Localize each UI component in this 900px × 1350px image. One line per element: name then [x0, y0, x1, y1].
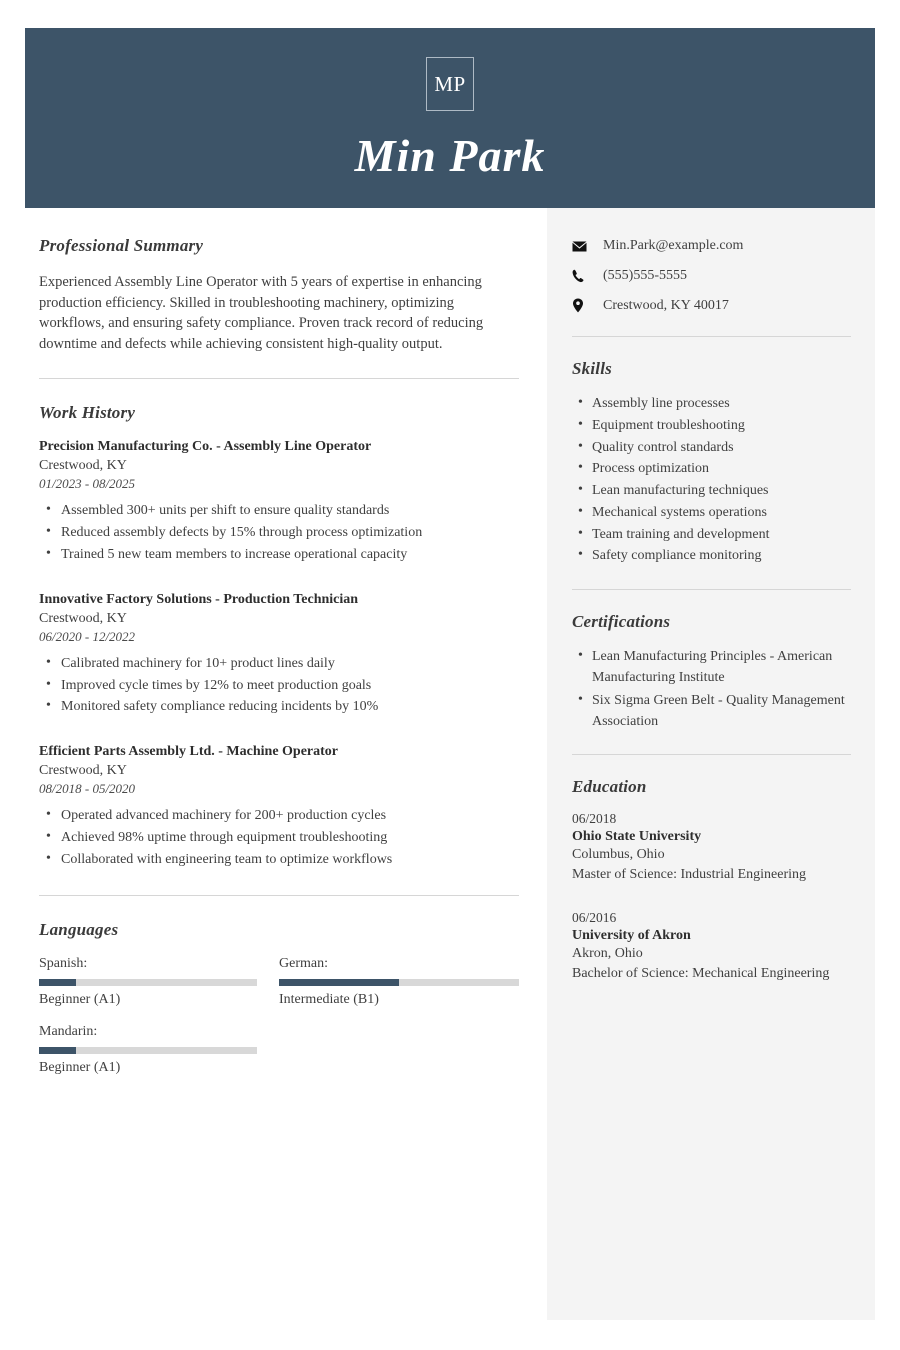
education-entry: [572, 811, 851, 885]
job-location: Crestwood, KY: [39, 763, 127, 779]
education-city: Columbus, Ohio: [572, 846, 665, 862]
language-item: [39, 1024, 279, 1076]
language-proficiency-fill: [39, 979, 76, 986]
job-location: Crestwood, KY: [39, 458, 127, 474]
language-proficiency-bar: [39, 1047, 257, 1054]
language-proficiency-bar: [279, 979, 519, 986]
divider: [572, 589, 851, 590]
divider: [572, 754, 851, 755]
language-grid: [39, 956, 519, 1092]
education-degree: Master of Science: Industrial Engineering: [572, 866, 807, 882]
section-skills: [572, 359, 851, 567]
resume-header: [25, 28, 875, 208]
job-bullet: • Improved cycle times by 12% to meet production goals: [61, 675, 519, 697]
job-bullet-list: [39, 805, 519, 870]
language-name: German:: [279, 955, 328, 971]
job-dates: 06/2020 - 12/2022: [39, 628, 136, 644]
resume-body: [25, 208, 875, 1320]
location-text: Crestwood, KY 40017: [603, 297, 729, 313]
skill-item: • Quality control standards: [592, 437, 851, 459]
section-work-history: [39, 403, 519, 870]
certifications-heading: Certifications: [572, 611, 671, 631]
language-level: Beginner (A1): [39, 1059, 121, 1075]
email-text: Min.Park@example.com: [603, 238, 744, 253]
job-location: Crestwood, KY: [39, 610, 127, 626]
skills-list: [572, 393, 851, 567]
job-title: Precision Manufacturing Co. - Assembly Line Operator: [39, 439, 372, 455]
divider: [39, 378, 519, 379]
contact-row-email[interactable]: [572, 238, 851, 255]
contact-row-phone[interactable]: [572, 268, 851, 285]
job-bullet: • Collaborated with engineering team to optimize workflows: [61, 849, 519, 871]
envelope-icon: [572, 241, 594, 252]
job-bullet-list: [39, 500, 519, 565]
job-title: Innovative Factory Solutions - Production Technician: [39, 591, 359, 607]
skill-item: • Lean manufacturing techniques: [592, 480, 851, 502]
certification-item: • Lean Manufacturing Principles - American Manufacturing Institute: [592, 646, 851, 688]
section-certifications: [572, 612, 851, 732]
job-bullet: • Achieved 98% uptime through equipment troubleshooting: [61, 827, 519, 849]
job-dates: 01/2023 - 08/2025: [39, 476, 136, 492]
main-column: [25, 208, 547, 1320]
job-bullet: • Trained 5 new team members to increase operational capacity: [61, 544, 519, 566]
language-proficiency-fill: [279, 979, 399, 986]
certification-item: • Six Sigma Green Belt - Quality Management Association: [592, 690, 851, 732]
skill-item: • Team training and development: [592, 524, 851, 546]
skills-heading: Skills: [572, 359, 612, 379]
skill-item: • Safety compliance monitoring: [592, 545, 851, 567]
work-history-heading: Work History: [39, 403, 136, 423]
phone-icon: [572, 269, 594, 283]
education-entry: [572, 910, 851, 984]
job-entry: [39, 592, 519, 718]
education-date: 06/2016: [572, 910, 617, 926]
education-school: University of Akron: [572, 928, 691, 944]
skill-item: • Mechanical systems operations: [592, 502, 851, 524]
education-degree: Bachelor of Science: Mechanical Engineering: [572, 966, 830, 982]
job-bullet-list: [39, 653, 519, 718]
language-item: [39, 956, 279, 1008]
phone-text: (555)555-5555: [603, 267, 687, 283]
language-proficiency-bar: [39, 979, 257, 986]
monogram-badge: [426, 57, 474, 111]
monogram-initials: MP: [434, 71, 466, 96]
languages-heading: Languages: [39, 919, 119, 939]
location-pin-icon: [572, 298, 594, 313]
section-education: [572, 777, 851, 984]
language-name: Mandarin:: [39, 1023, 98, 1039]
certifications-list: [572, 646, 851, 732]
job-bullet: • Monitored safety compliance reducing incidents by 10%: [61, 696, 519, 718]
summary-text: Experienced Assembly Line Operator with 5 years of expertise in enhancing production efficiency. Skilled in troubleshooting machinery, optimizing workflows, and ensuring safety compliance. Proven track record of reducing downtime and defects while achieving consistent high-quality output.: [39, 274, 484, 352]
job-dates: 08/2018 - 05/2020: [39, 781, 136, 797]
education-city: Akron, Ohio: [572, 946, 643, 962]
language-proficiency-fill: [39, 1047, 76, 1054]
section-languages: [39, 920, 519, 1092]
education-date: 06/2018: [572, 810, 617, 826]
language-level: Intermediate (B1): [279, 991, 379, 1007]
sidebar-column: [547, 208, 875, 1320]
divider: [39, 895, 519, 896]
language-item: [279, 956, 519, 1008]
contact-row-location[interactable]: [572, 298, 851, 315]
education-school: Ohio State University: [572, 828, 702, 844]
job-bullet: • Calibrated machinery for 10+ product lines daily: [61, 653, 519, 675]
language-level: Beginner (A1): [39, 991, 121, 1007]
job-bullet: • Operated advanced machinery for 200+ production cycles: [61, 805, 519, 827]
summary-heading: Professional Summary: [39, 236, 204, 255]
candidate-name: Min Park: [354, 130, 546, 181]
job-entry: [39, 439, 519, 565]
job-bullet: • Reduced assembly defects by 15% through process optimization: [61, 522, 519, 544]
education-heading: Education: [572, 776, 647, 796]
job-bullet: • Assembled 300+ units per shift to ensure quality standards: [61, 500, 519, 522]
job-entry: [39, 744, 519, 870]
divider: [572, 336, 851, 337]
skill-item: • Equipment troubleshooting: [592, 415, 851, 437]
job-title: Efficient Parts Assembly Ltd. - Machine Operator: [39, 744, 339, 760]
skill-item: • Process optimization: [592, 458, 851, 480]
skill-item: • Assembly line processes: [592, 393, 851, 415]
section-professional-summary: [39, 236, 519, 354]
section-contact: [572, 238, 851, 314]
language-name: Spanish:: [39, 955, 88, 971]
